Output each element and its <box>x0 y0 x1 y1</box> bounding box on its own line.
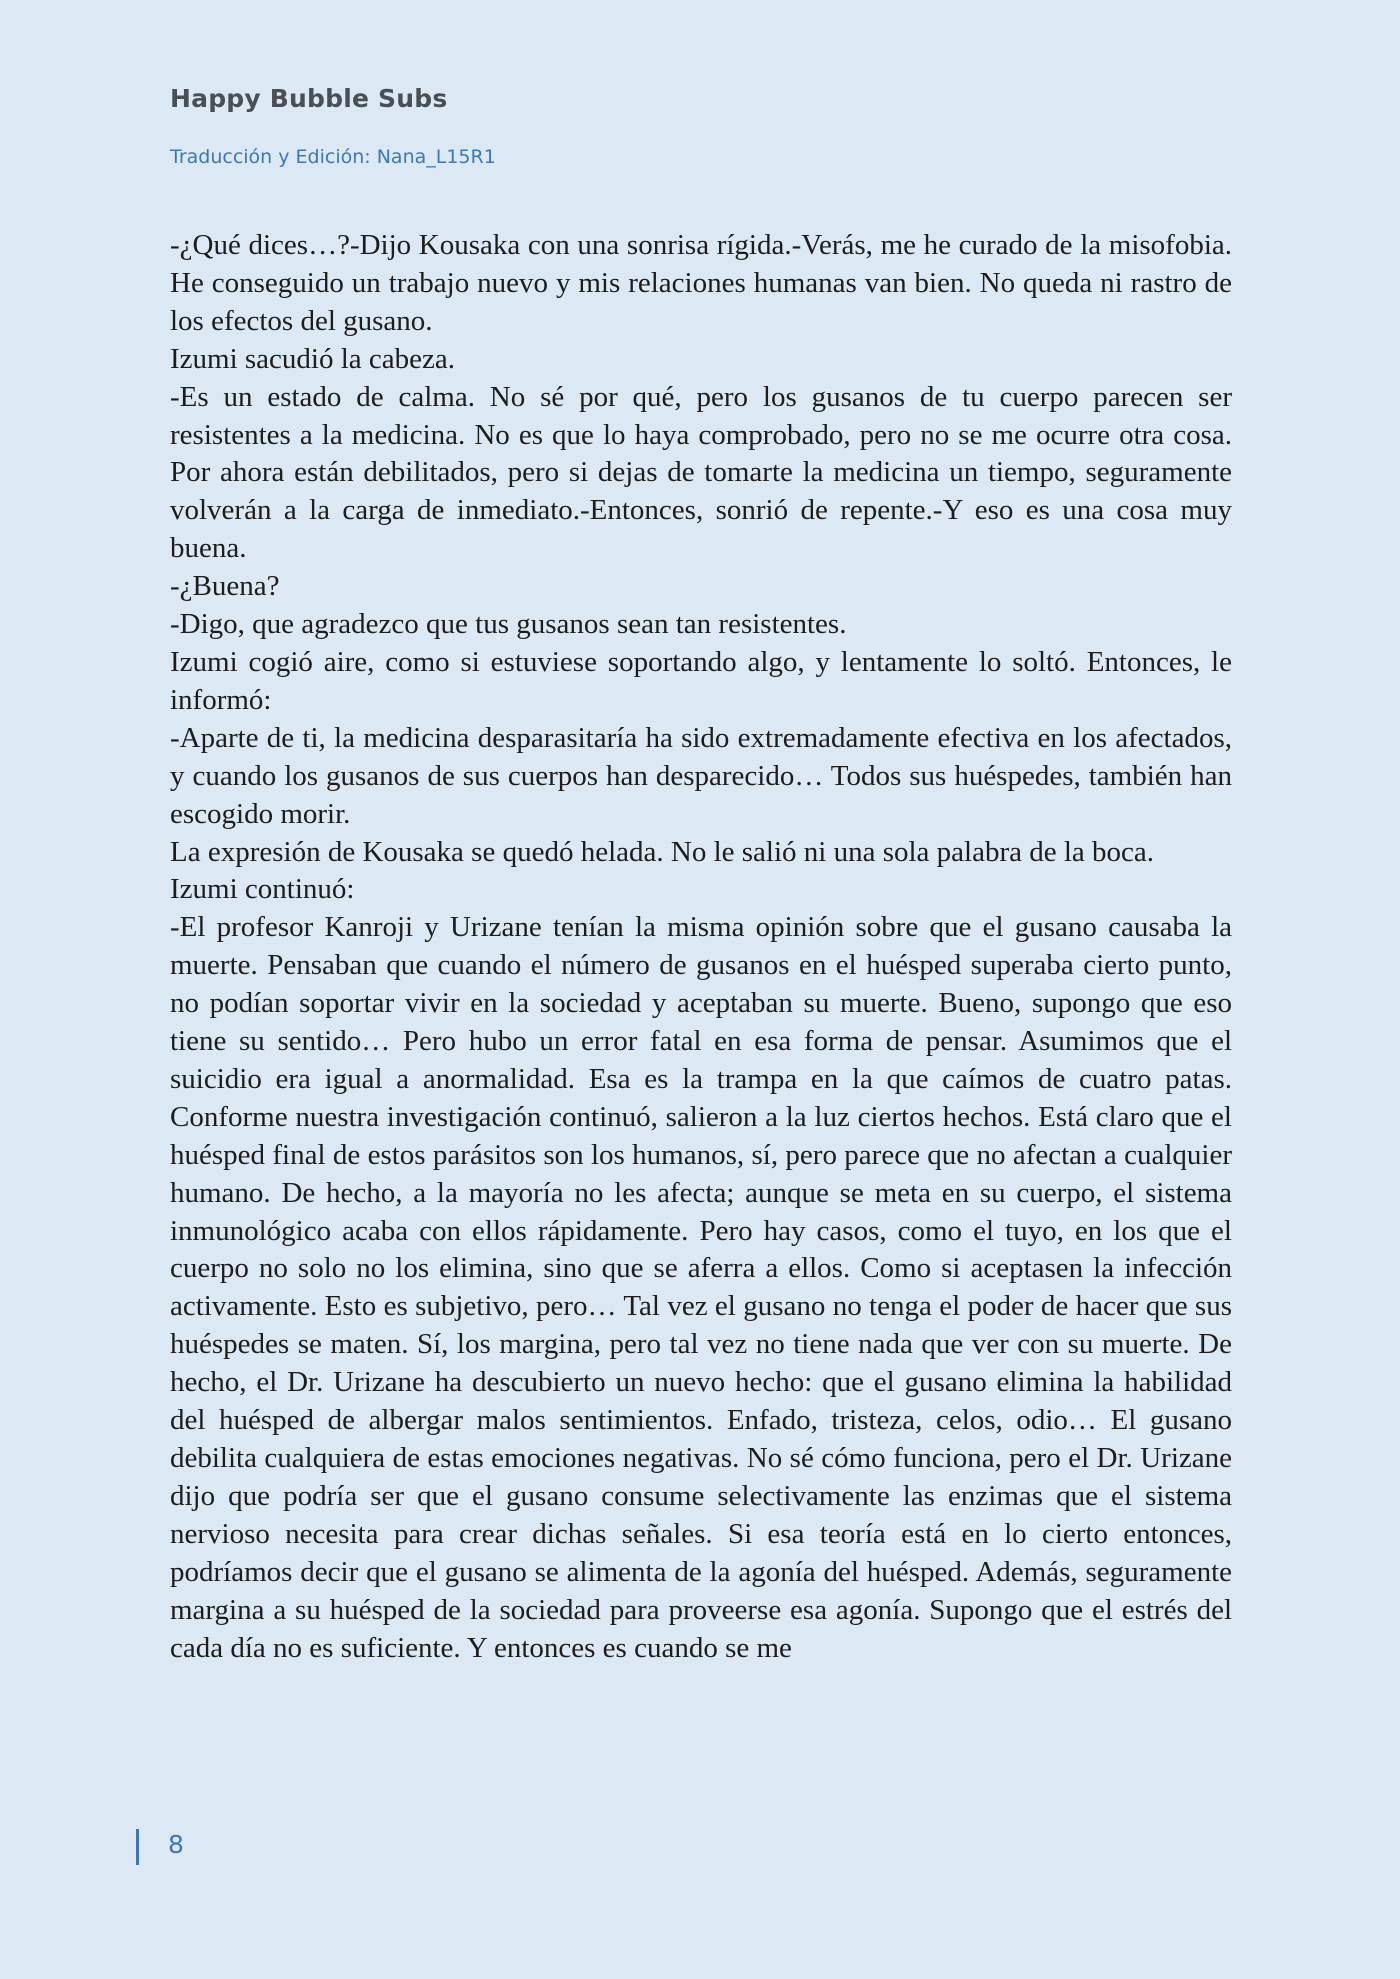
paragraph: -¿Buena? <box>170 570 280 603</box>
paragraph: -Aparte de ti, la medicina desparasitaría ha sido extremadamente efectiva en los afectados, y cuando los gusanos de sus cuerpos han desparecido… Todos sus huéspedes, también han escogido morir. <box>170 721 1232 830</box>
paragraph: -Es un estado de calma. No sé por qué, pero los gusanos de tu cuerpo parecen ser resistentes a la medicina. No es que lo haya comprobado, pero no se me ocurre otra cosa. Por ahora están debilitados, pero si dejas de tomarte la medicina un tiempo, seguramente volverán a la carga de inmediato.-Entonces, sonrió de repente.-Y eso es una cosa muy buena. <box>170 380 1232 565</box>
header-subtitle: Traducción y Edición: Nana_L15R1 <box>170 146 496 168</box>
page-number: 8 <box>168 1830 184 1859</box>
paragraph: Izumi continuó: <box>170 873 355 906</box>
paragraph: -¿Qué dices…?-Dijo Kousaka con una sonrisa rígida.-Verás, me he curado de la misofobia. He conseguido un trabajo nuevo y mis relaciones humanas van bien. No queda ni rastro de los efectos del gusano. <box>170 229 1232 337</box>
paragraph: -Digo, que agradezco que tus gusanos sean tan resistentes. <box>170 608 847 641</box>
paragraph: La expresión de Kousaka se quedó helada. No le salió ni una sola palabra de la boca. <box>170 835 1155 868</box>
paragraph: -El profesor Kanroji y Urizane tenían la misma opinión sobre que el gusano causaba la muerte. Pensaban que cuando el número de gusanos en el huésped superaba cierto punto, no podían soportar vivir en la sociedad y aceptaban su muerte. Bueno, supongo que eso tiene su sentido… Pero hubo un error fatal en esa forma de pensar. Asumimos que el suicidio era igual a anormalidad. Esa es la trampa en la que caímos de cuatro patas. Conforme nuestra investigación continuó, salieron a la luz ciertos hechos. Está claro que el huésped final de estos parásitos son los humanos, sí, pero parece que no afectan a cualquier humano. De hecho, a la mayoría no les afecta; aunque se meta en su cuerpo, el sistema inmunológico acaba con ellos rápidamente. Pero hay casos, como el tuyo, en los que el cuerpo no solo no los elimina, sino que se aferra a ellos. Como si aceptasen la infección activamente. Esto es subjetivo, pero… Tal vez el gusano no tenga el poder de hacer que sus huéspedes se maten. Sí, los margina, pero tal vez no tiene nada que ver con su muerte. De hecho, el Dr. Urizane ha descubierto un nuevo hecho: que el gusano elimina la habilidad del huésped de albergar malos sentimientos. Enfado, tristeza, celos, odio… El gusano debilita cualquiera de estas emociones negativas. No sé cómo funciona, pero el Dr. Urizane dijo que podría ser que el gusano consume selectivamente las enzimas que el sistema nervioso necesita para crear dichas señales. Si esa teoría está en lo cierto entonces, podríamos decir que el gusano se alimenta de la agonía del huésped. Además, seguramente margina a su huésped de la sociedad para proveerse esa agonía. Supongo que el estrés del cada día no es suficiente. Y entonces es cuando se me <box>170 911 1232 1664</box>
header-title: Happy Bubble Subs <box>170 84 448 113</box>
body-text <box>170 227 1232 1667</box>
paragraph: Izumi cogió aire, como si estuviese soportando algo, y lentamente lo soltó. Entonces, le informó: <box>170 645 1232 716</box>
footer-divider <box>136 1829 139 1865</box>
paragraph: Izumi sacudió la cabeza. <box>170 342 456 375</box>
